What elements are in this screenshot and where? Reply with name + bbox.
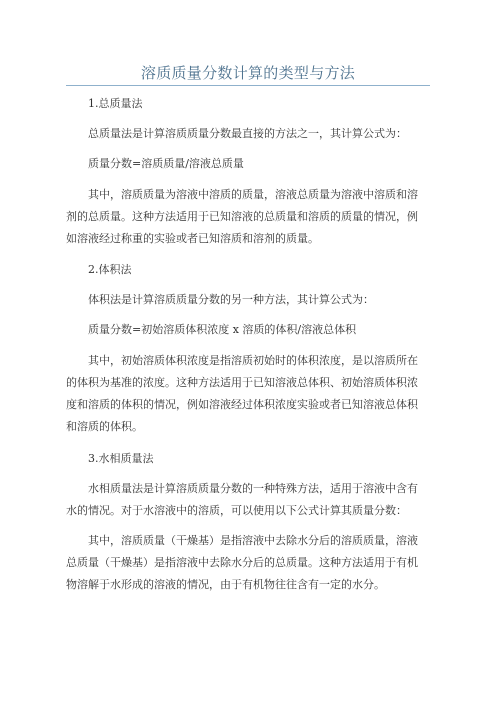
section-2-text-line: 和溶质的体积。 [66,420,143,433]
section-3-heading: 3.水相质量法 [88,452,154,465]
section-3-text-line: 其中，溶质质量（干燥基）是指溶液中去除水分后的溶质质量，溶液 [88,534,418,547]
document-title: 溶质质量分数计算的类型与方法 [140,64,356,82]
section-2-intro: 体积法是计算溶质质量分数的另一种方法，其计算公式为： [88,293,374,306]
section-3-intro-line: 水相质量法是计算溶质质量分数的一种特殊方法，适用于溶液中含有 [88,482,418,495]
section-1-formula: 质量分数=溶质质量/溶液总质量 [88,157,244,170]
section-3-text-line: 物溶解于水形成的溶液的情况，由于有机物往往含有一定的水分。 [66,578,385,591]
section-2-heading: 2.体积法 [88,263,132,276]
title-underline [66,85,430,86]
section-1-text-line: 如溶液经过称重的实验或者已知溶质和溶剂的质量。 [66,232,319,245]
section-1-intro: 总质量法是计算溶质质量分数最直接的方法之一，其计算公式为： [88,127,407,140]
section-1-heading: 1.总质量法 [88,97,143,110]
section-2-text-line: 的体积为基准的浓度。这种方法适用于已知溶液总体积、初始溶质体积浓 [66,376,418,389]
section-3-text-line: 总质量（干燥基）是指溶液中去除水分后的总质量。这种方法适用于有机 [66,556,418,569]
section-3-intro-line: 水的情况。对于水溶液中的溶质，可以使用以下公式计算其质量分数： [66,504,407,517]
section-1-text-line: 其中，溶质质量为溶液中溶质的质量，溶液总质量为溶液中溶质和溶 [88,188,418,201]
section-1-text-line: 剂的总质量。这种方法适用于已知溶液的总质量和溶质的质量的情况，例 [66,210,418,223]
section-2-text-line: 其中，初始溶质体积浓度是指溶质初始时的体积浓度，是以溶质所在 [88,354,418,367]
section-2-formula: 质量分数=初始溶质体积浓度 x 溶质的体积/溶液总体积 [88,323,357,336]
section-2-text-line: 度和溶质的体积的情况，例如溶液经过体积浓度实验或者已知溶液总体积 [66,398,418,411]
